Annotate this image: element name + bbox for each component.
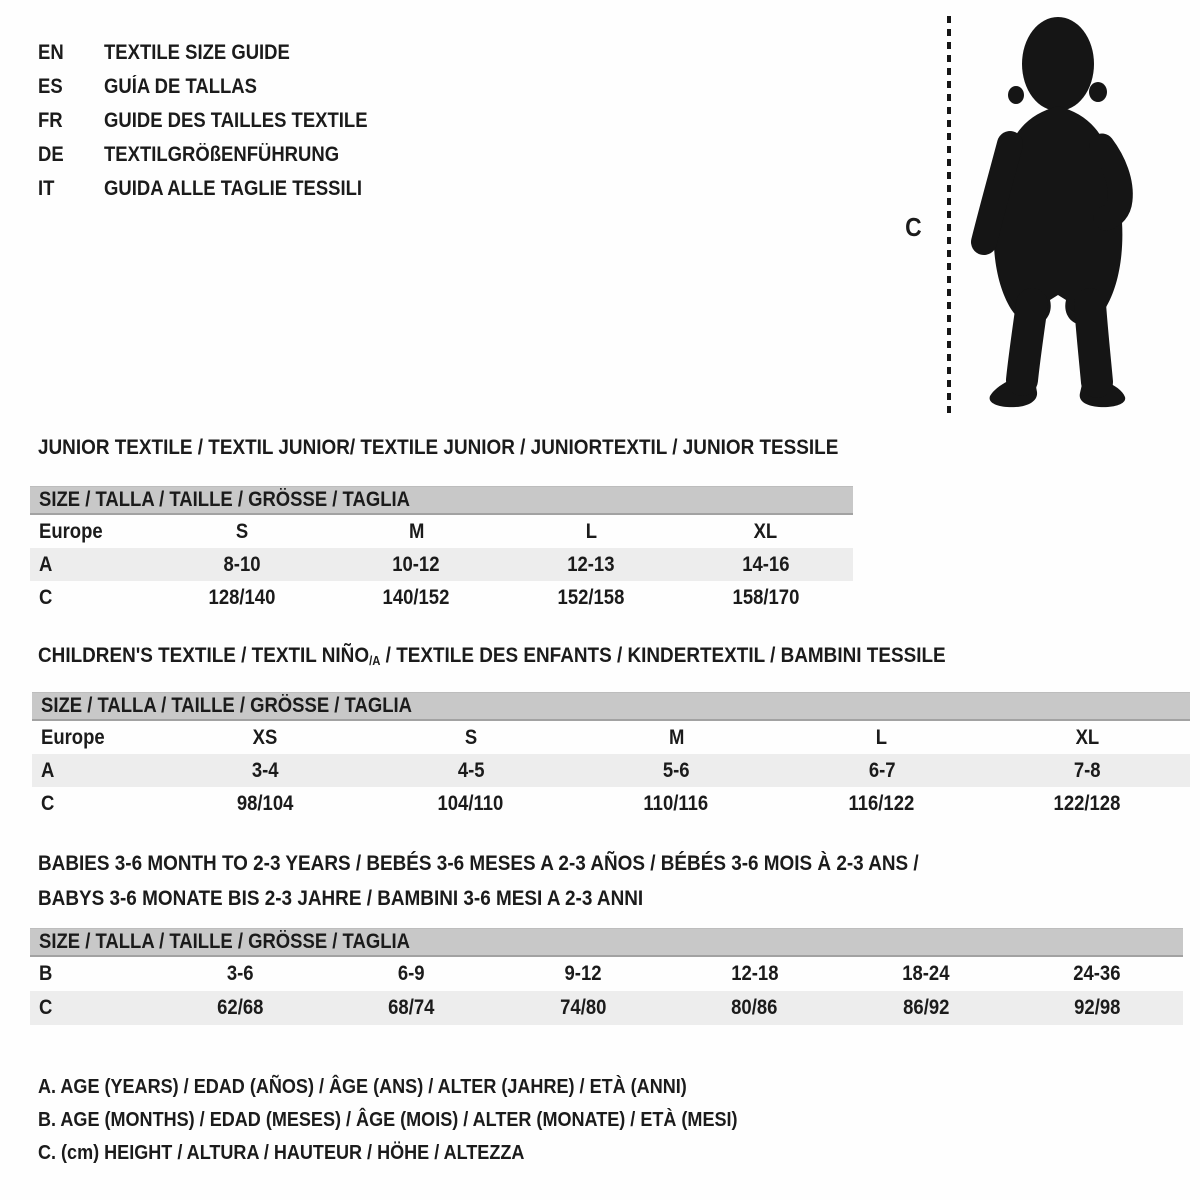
value-cell <box>985 759 1190 783</box>
row-label-cell <box>30 520 154 544</box>
cell-text: A <box>39 552 53 576</box>
row-label-cell <box>32 759 163 783</box>
cell-text: Europe <box>41 725 105 749</box>
babies-heading-line2-text: BABYS 3-6 MONATE BIS 2-3 JAHRE / BAMBINI 3-6 MESI A 2-3 ANNI <box>38 886 644 910</box>
value-cell <box>678 586 853 610</box>
lang-row-it <box>38 172 403 206</box>
row-label-cell <box>32 726 163 750</box>
value-cell <box>163 759 368 783</box>
value-cell <box>669 962 840 986</box>
size-cell <box>163 726 368 750</box>
legend-line-b-text: B. AGE (MONTHS) / EDAD (MESES) / ÂGE (MOIS) / ALTER (MONATE) / ETÀ (MESI) <box>38 1108 738 1131</box>
language-title-list <box>38 36 403 206</box>
babies-size-table <box>30 928 1183 1025</box>
table-row <box>30 991 1183 1025</box>
size-table-header-text: SIZE / TALLA / TAILLE / GRÖSSE / TAGLIA <box>41 694 412 717</box>
table-row <box>32 721 1190 754</box>
value-cell <box>985 792 1190 816</box>
cell-text: C <box>41 791 55 815</box>
lang-code <box>38 36 104 70</box>
lang-label <box>104 36 315 70</box>
cell-text: 6-9 <box>398 962 425 985</box>
row-label-cell <box>30 996 154 1020</box>
value-cell <box>154 553 329 577</box>
cell-text: M <box>408 519 424 543</box>
size-table-header-text: SIZE / TALLA / TAILLE / GRÖSSE / TAGLIA <box>39 930 410 953</box>
lang-label <box>104 104 403 138</box>
value-cell <box>504 586 679 610</box>
junior-section-heading-text: JUNIOR TEXTILE / TEXTIL JUNIOR/ TEXTILE JUNIOR / JUNIORTEXTIL / JUNIOR TESSILE <box>38 435 839 459</box>
table-row <box>30 957 1183 991</box>
babies-heading-line1-text: BABIES 3-6 MONTH TO 2-3 YEARS / BEBÉS 3-6 MESES A 2-3 AÑOS / BÉBÉS 3-6 MOIS À 2-3 ANS / <box>38 851 919 875</box>
size-table-header <box>30 928 1183 957</box>
cell-text: S <box>235 519 248 543</box>
cell-text: 116/122 <box>848 791 915 815</box>
lang-label <box>104 138 371 172</box>
size-cell <box>368 726 573 750</box>
size-table-header-text: SIZE / TALLA / TAILLE / GRÖSSE / TAGLIA <box>39 488 410 511</box>
value-cell <box>574 759 779 783</box>
table-row <box>30 515 853 548</box>
lang-code <box>38 70 104 104</box>
heading-suffix: / TEXTILE DES ENFANTS / KINDERTEXTIL / BAMBINI TESSILE <box>380 643 946 667</box>
size-cell <box>154 520 329 544</box>
value-cell <box>154 962 325 986</box>
value-cell <box>154 586 329 610</box>
cell-text: 10-12 <box>392 552 440 576</box>
value-cell <box>840 962 1011 986</box>
cell-text: C <box>39 585 53 609</box>
junior-size-table <box>30 486 853 614</box>
cell-text: L <box>585 519 597 543</box>
lang-code-text: ES <box>38 75 63 98</box>
value-cell <box>574 792 779 816</box>
cell-text: 5-6 <box>662 758 690 782</box>
lang-label-text: GUIDA ALLE TAGLIE TESSILI <box>104 177 363 200</box>
lang-row-es <box>38 70 403 104</box>
cell-text: 4-5 <box>457 758 485 782</box>
legend-line-b <box>38 1103 833 1136</box>
cell-text: 9-12 <box>564 962 602 985</box>
cell-text: 3-6 <box>226 962 254 985</box>
table-row <box>32 754 1190 787</box>
value-cell <box>779 792 984 816</box>
value-cell <box>326 962 497 986</box>
baby-silhouette-icon <box>962 12 1146 416</box>
size-cell <box>574 726 779 750</box>
value-cell <box>329 586 504 610</box>
junior-section-heading <box>38 435 948 460</box>
height-measure-dashed-line <box>947 16 951 416</box>
table-row <box>30 548 853 581</box>
value-cell <box>779 759 984 783</box>
cell-text: 140/152 <box>382 585 450 609</box>
cell-text: 62/68 <box>216 996 264 1019</box>
value-cell <box>840 996 1011 1020</box>
lang-code <box>38 138 104 172</box>
legend-line-c <box>38 1136 833 1169</box>
cell-text: 92/98 <box>1074 996 1121 1019</box>
row-label-cell <box>30 962 154 986</box>
legend <box>38 1070 833 1169</box>
size-cell <box>504 520 679 544</box>
children-section-heading <box>38 643 1069 668</box>
legend-line-a <box>38 1070 833 1103</box>
lang-label-text: GUIDE DES TAILLES TEXTILE <box>104 109 368 132</box>
cell-text: 7-8 <box>1073 758 1101 782</box>
cell-text: 12-18 <box>730 962 779 985</box>
cell-text: 122/128 <box>1053 791 1121 815</box>
size-cell <box>985 726 1190 750</box>
cell-text: 8-10 <box>223 552 261 576</box>
lang-row-en <box>38 36 403 70</box>
cell-text: 18-24 <box>902 962 950 985</box>
row-label-cell <box>30 586 154 610</box>
lang-label-text: TEXTILE SIZE GUIDE <box>104 41 290 64</box>
cell-text: 14-16 <box>742 552 790 576</box>
cell-text: 74/80 <box>559 996 607 1019</box>
cell-text: 110/116 <box>643 791 709 815</box>
cell-text: L <box>876 725 888 749</box>
row-label-cell <box>32 792 163 816</box>
value-cell <box>154 996 325 1020</box>
lang-row-fr <box>38 104 403 138</box>
cell-text: 12-13 <box>567 552 615 576</box>
cell-text: B <box>39 962 53 985</box>
value-cell <box>326 996 497 1020</box>
lang-code <box>38 104 104 138</box>
cell-text: 128/140 <box>208 585 275 609</box>
value-cell <box>678 553 853 577</box>
cell-text: C <box>39 996 53 1019</box>
value-cell <box>329 553 504 577</box>
size-table-header <box>30 486 853 515</box>
cell-text: 6-7 <box>868 758 896 782</box>
lang-label-text: TEXTILGRÖßENFÜHRUNG <box>104 143 340 166</box>
cell-text: 98/104 <box>237 791 294 815</box>
babies-heading-line2 <box>38 881 1039 916</box>
legend-line-a-text: A. AGE (YEARS) / EDAD (AÑOS) / ÂGE (ANS) / ALTER (JAHRE) / ETÀ (ANNI) <box>38 1075 687 1098</box>
legend-line-c-text: C. (cm) HEIGHT / ALTURA / HAUTEUR / HÖHE / ALTEZZA <box>38 1141 525 1164</box>
value-cell <box>368 759 573 783</box>
value-cell <box>669 996 840 1020</box>
value-cell <box>497 962 668 986</box>
children-section-heading-text <box>38 643 946 668</box>
children-size-table <box>32 692 1190 820</box>
cell-text: 104/110 <box>437 791 504 815</box>
size-cell <box>678 520 853 544</box>
babies-section-heading <box>38 846 1039 916</box>
value-cell <box>368 792 573 816</box>
cell-text: 3-4 <box>251 758 279 782</box>
value-cell <box>497 996 668 1020</box>
table-row <box>30 581 853 614</box>
size-cell <box>329 520 504 544</box>
cell-text: S <box>464 725 477 749</box>
value-cell <box>1012 996 1183 1020</box>
cell-text: XS <box>252 725 278 749</box>
heading-prefix: CHILDREN'S TEXTILE / TEXTIL NIÑO <box>38 643 370 667</box>
babies-heading-line1 <box>38 846 1039 881</box>
lang-row-de <box>38 138 403 172</box>
cell-text: 86/92 <box>902 996 949 1019</box>
heading-subscript: /A <box>369 652 381 668</box>
value-cell <box>504 553 679 577</box>
value-cell <box>163 792 368 816</box>
size-cell <box>779 726 984 750</box>
table-row <box>32 787 1190 820</box>
size-table-header <box>32 692 1190 721</box>
row-label-cell <box>30 553 154 577</box>
cell-text: XL <box>753 519 778 543</box>
lang-label <box>104 172 397 206</box>
value-cell <box>1012 962 1183 986</box>
cell-text: Europe <box>39 519 103 543</box>
cell-text: A <box>41 758 55 782</box>
lang-label-text: GUÍA DE TALLAS <box>104 75 257 98</box>
cell-text: 24-36 <box>1073 962 1121 985</box>
cell-text: 152/158 <box>557 585 625 609</box>
lang-code-text: EN <box>38 41 64 64</box>
cell-text: M <box>668 725 684 749</box>
cell-text: XL <box>1075 725 1100 749</box>
cell-text: 158/170 <box>732 585 800 609</box>
lang-code-text: DE <box>38 143 64 166</box>
lang-code <box>38 172 104 206</box>
lang-label <box>104 70 278 104</box>
cell-text: 80/86 <box>731 996 778 1019</box>
lang-code-text: IT <box>38 177 55 200</box>
height-measure-label <box>904 212 923 243</box>
lang-code-text: FR <box>38 109 63 132</box>
height-measure-label-text: C <box>905 212 922 242</box>
cell-text: 68/74 <box>388 996 435 1019</box>
